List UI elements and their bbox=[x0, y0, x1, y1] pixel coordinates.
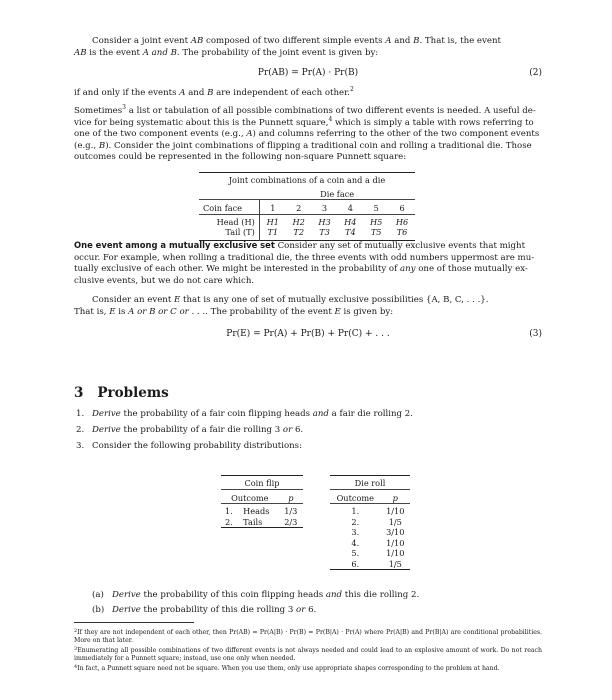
equation-2-number: (2) bbox=[529, 68, 542, 78]
coin-face-header: Coin face bbox=[199, 200, 259, 215]
die-row-p: 1/10 bbox=[381, 504, 410, 517]
table-cell: T3 bbox=[319, 227, 330, 237]
subpart-b: (b) Derive the probability of this die rolling 3 or 6. bbox=[92, 604, 317, 615]
table-cell: T1 bbox=[267, 227, 279, 237]
die-row-outcome: 5. bbox=[351, 548, 360, 558]
coin-p-header: p bbox=[279, 489, 303, 504]
section-number: 3 bbox=[74, 385, 84, 401]
die-row-outcome: 1. bbox=[330, 504, 381, 517]
die-row-outcome: 3. bbox=[351, 527, 360, 537]
section-title: Problems bbox=[97, 385, 169, 401]
face-2: 2 bbox=[286, 200, 312, 215]
punnett-table-title: Joint combinations of a coin and a die bbox=[199, 173, 415, 186]
coin-row-outcome: Heads bbox=[239, 504, 278, 517]
section-heading bbox=[74, 385, 169, 401]
die-face-header: Die face bbox=[320, 188, 355, 199]
footnote-4: $^4$In fact, a Punnett square need not be square. When you use them, only use appropriate shapes corresponding to the problem at hand. bbox=[74, 664, 500, 672]
die-row-outcome: 4. bbox=[351, 537, 360, 548]
table-cell: H3 bbox=[312, 214, 338, 227]
die-row-p: 3/10 bbox=[386, 527, 405, 537]
table-cell: T2 bbox=[293, 227, 305, 237]
table-cell: H4 bbox=[337, 214, 363, 227]
die-p-header: p bbox=[381, 489, 410, 504]
coin-row-number: 2. bbox=[225, 516, 233, 527]
subpart-a: (a) Derive the probability of this coin flipping heads and this die rolling 2. bbox=[92, 590, 420, 600]
event-e-paragraph: Consider an event E that is any one of set of mutually exclusive possibilities {A, B, C, . . .}. That is, E is A or B or C or . . .. The probability of the event E is given by: bbox=[74, 295, 489, 317]
equation-3-number: (3) bbox=[529, 329, 542, 339]
independence-line: if and only if the events A and B are independent of each other.$^2$ bbox=[74, 86, 354, 98]
face-4: 4 bbox=[337, 200, 363, 215]
coin-row-number: 1. bbox=[221, 504, 239, 517]
die-outcome-header: Outcome bbox=[330, 489, 381, 504]
punnett-square-table bbox=[199, 172, 415, 242]
footnote-ref-4[interactable]: 4 bbox=[328, 115, 333, 123]
face-5: 5 bbox=[363, 200, 389, 215]
face-3: 3 bbox=[312, 200, 338, 215]
table-cell: H1 bbox=[259, 214, 285, 227]
problem-3-subparts bbox=[92, 590, 532, 620]
die-row-p: 1/5 bbox=[388, 516, 402, 527]
table-cell: H5 bbox=[363, 214, 389, 227]
coin-outcome-header: Outcome bbox=[221, 489, 279, 504]
problem-item-1: 1. Derive the probability of a fair coin flipping heads and a fair die rolling 2. bbox=[76, 409, 413, 419]
mutex-paragraph: One event among a mutually exclusive set Consider any set of mutually exclusive events that might occur. For example, when rolling a traditional die, the three events with odd numbers uppermost are mu- tually exclusive of each other. We might be interested in the probability of any one of those mutually ex- clusive events, but we do not care which. bbox=[74, 240, 535, 286]
equation-3 bbox=[74, 329, 542, 339]
die-table-title: Die roll bbox=[330, 476, 410, 490]
face-1: 1 bbox=[259, 200, 285, 215]
row-tail-label: Tail (T) bbox=[199, 227, 259, 240]
footnote-ref-3[interactable]: 3 bbox=[122, 104, 126, 112]
die-row-outcome: 2. bbox=[351, 516, 360, 527]
row-head-label: Head (H) bbox=[199, 214, 259, 227]
problem-item-3: 3. Consider the following probability distributions: bbox=[76, 441, 302, 452]
table-cell: H6 bbox=[389, 214, 415, 227]
mutex-runin-heading: One event among a mutually exclusive set bbox=[74, 240, 275, 250]
table-cell: H2 bbox=[286, 214, 312, 227]
table-cell: T4 bbox=[345, 227, 356, 237]
joint-event-paragraph: Consider a joint event AB composed of two different simple events A and B. That is, the event AB is the event A and B. The probability of the joint event is given by: bbox=[74, 36, 501, 58]
footnote-3: $^3$Enumerating all possible combinations of two different events is not always needed and could lead to an explosive amount of work. Do not reach immediately for a Punnett square; instead, use one only when needed. bbox=[74, 646, 542, 662]
footnote-ref-2[interactable]: 2 bbox=[350, 86, 354, 94]
table-cell: T6 bbox=[396, 227, 408, 237]
coin-row-outcome: Tails bbox=[243, 516, 263, 527]
coin-row-p: 1/3 bbox=[279, 504, 303, 517]
die-row-p: 1/5 bbox=[388, 558, 402, 569]
table-cell: T5 bbox=[370, 227, 382, 237]
equation-2 bbox=[74, 68, 542, 78]
coin-row-p: 2/3 bbox=[284, 516, 298, 527]
coin-table-title: Coin flip bbox=[221, 476, 303, 490]
problem-list bbox=[74, 409, 542, 457]
equation-2-body: Pr(AB) = Pr(A) · Pr(B) bbox=[257, 68, 359, 78]
problem-item-2: 2. Derive the probability of a fair die rolling 3 or 6. bbox=[76, 425, 304, 436]
die-row-p: 1/10 bbox=[386, 537, 405, 548]
die-roll-table bbox=[330, 475, 410, 571]
die-row-p: 1/10 bbox=[386, 548, 405, 558]
footnote-2: $^2$If they are not independent of each other, then Pr(AB) = Pr(A|B) · Pr(B) = Pr(B|A) · Pr(A) where Pr(A|B) and Pr(B|A) are conditional probabilities. More on that later. bbox=[74, 628, 542, 644]
face-6: 6 bbox=[389, 200, 415, 215]
die-row-outcome: 6. bbox=[351, 558, 360, 569]
equation-3-body: Pr(E) = Pr(A) + Pr(B) + Pr(C) + . . . bbox=[226, 329, 390, 339]
footnote-rule bbox=[74, 622, 194, 623]
coin-flip-table bbox=[221, 475, 303, 529]
punnett-paragraph: Sometimes$^3$ a list or tabulation of all possible combinations of two different events is needed. A useful de- vice for being systematic about this is the Punnett square,$^4$ which is simply a table with rows referring to one of the two component events (e.g., A) and columns referring to the other of the two component events (e.g., B). Consider the joint combinations of flipping a traditional coin and rolling a traditional die. Those outcomes could be represented in the following non-square Punnett square: bbox=[74, 104, 540, 163]
